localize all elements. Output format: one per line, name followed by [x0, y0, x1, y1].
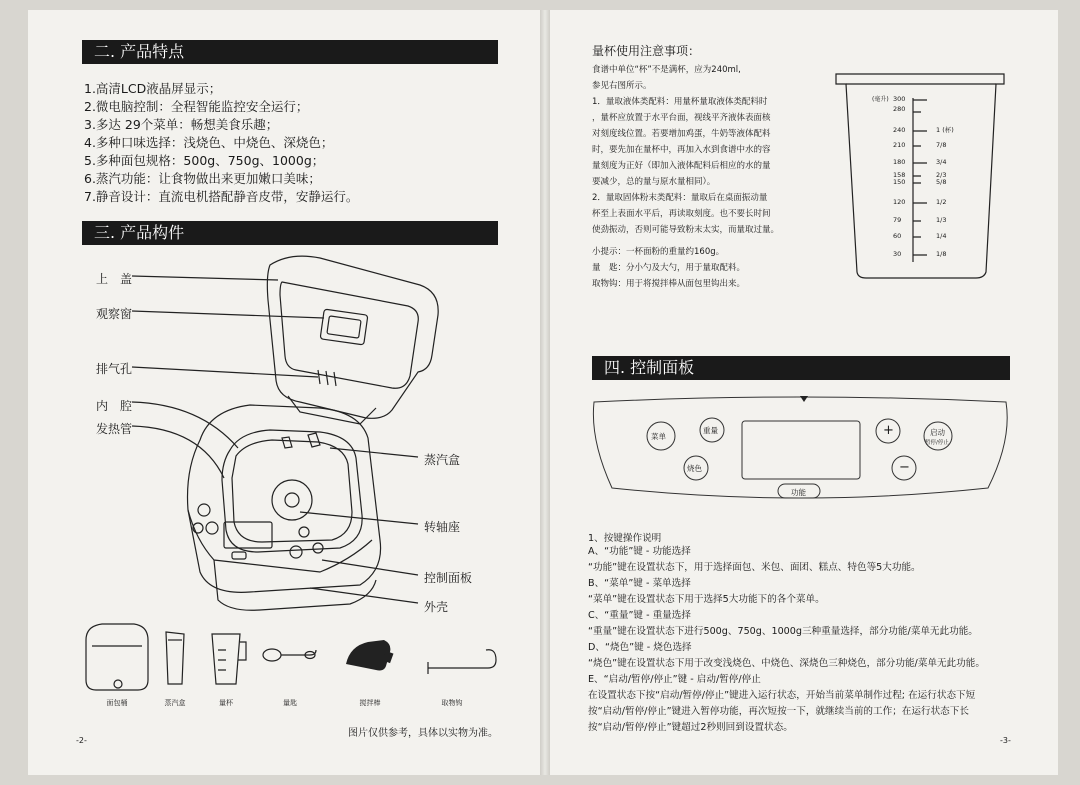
- cup-note-line: 食谱中单位“杯”不是满杯，应为240ml,: [592, 65, 741, 75]
- feature-item: 7.静音设计：直流电机搭配静音皮带，安静运行。: [84, 189, 359, 204]
- ops-line: “烧色”键在设置状态下用于改变浅烧色、中烧色、深烧色三种烧色，部分功能/菜单无此功能。: [588, 658, 985, 669]
- cup-note-line: 对刻度线位置。若要增加鸡蛋，牛奶等液体配料: [592, 129, 771, 139]
- accessory-label-measuring-spoon: 量匙: [283, 699, 297, 707]
- function-button[interactable]: 功能: [791, 488, 806, 497]
- feature-item: 2.微电脑控制：全程智能监控安全运行；: [84, 99, 309, 114]
- page-number-left: -2-: [76, 736, 87, 745]
- ops-line: B、“菜单”键 - 菜单选择: [588, 578, 691, 589]
- reference-note: 图片仅供参考，具体以实物为准。: [348, 728, 498, 739]
- tip-line: 小提示：一杯面粉的重量约160g。: [592, 247, 725, 257]
- weight-button[interactable]: 重量: [703, 426, 718, 435]
- accessory-label-hook: 取物钩: [441, 699, 463, 707]
- part-label-cavity: 内 腔: [96, 399, 133, 413]
- minus-button[interactable]: −: [899, 460, 910, 475]
- menu-button[interactable]: 菜单: [651, 432, 666, 441]
- tip-line: 量 匙：分小勺及大勺，用于量取配料。: [592, 263, 746, 273]
- part-label-steam-box: 蒸汽盒: [424, 453, 461, 467]
- tip-line: 取物钩：用于将搅拌棒从面包里钩出来。: [592, 279, 746, 289]
- ops-line: “菜单”键在设置状态下用于选择5大功能下的各个菜单。: [588, 594, 825, 605]
- cup-note-line: 1．量取液体类配料：用量杯量取液体类配料时: [592, 97, 768, 107]
- ops-line: D、“烧色”键 - 烧色选择: [588, 642, 692, 653]
- part-label-lid: 上 盖: [96, 272, 133, 286]
- ops-line: “功能”键在设置状态下，用于选择面包、米包、面团、糕点、特色等5大功能。: [588, 562, 921, 573]
- accessory-label-bread-pan: 面包桶: [106, 699, 128, 707]
- part-label-window: 观察窗: [96, 307, 133, 321]
- ops-line: 按“启动/暂停/停止”键进入暂停功能，再次短按一下，就继续当前的工作；在运行状态下长: [588, 706, 969, 717]
- part-label-heater: 发热管: [96, 422, 133, 436]
- accessory-label-steam-box: 蒸汽盒: [164, 699, 186, 707]
- color-button[interactable]: 烧色: [687, 464, 702, 473]
- cup-note-line: 使劲振动，否则可能导致粉末太实，而量取过量。: [592, 225, 780, 235]
- feature-item: 6.蒸汽功能：让食物做出来更加嫩口美味；: [84, 171, 321, 186]
- cup-note-line: 杯至上表面水平后，再读取刻度。也不要长时间: [592, 209, 771, 219]
- cup-note-line: ，量杯应放置于水平台面，视线平齐液体表面核: [592, 113, 771, 123]
- feature-item: 1.高清LCD液晶屏显示；: [84, 81, 222, 96]
- feature-item: 5.多种面包规格：500g、750g、1000g；: [84, 153, 325, 168]
- ops-line: E、“启动/暂停/停止”键 - 启动/暂停/停止: [588, 674, 761, 685]
- cup-unit: (毫升): [872, 96, 889, 103]
- accessory-label-kneading-paddle: 搅拌棒: [359, 699, 381, 707]
- cup-note-line: 参见右图所示。: [592, 81, 652, 91]
- ops-line: “重量”键在设置状态下进行500g、750g、1000g三种重量选择，部分功能/菜单无此功能。: [588, 626, 978, 637]
- feature-item: 3.多达 29个菜单：畅想美食乐趣；: [84, 117, 279, 132]
- ops-line: A、“功能”键 - 功能选择: [588, 546, 691, 557]
- section-title-control-panel: 四. 控制面板: [592, 356, 706, 380]
- cup-notes-title: 量杯使用注意事项：: [592, 44, 701, 58]
- ops-line: C、“重量”键 - 重量选择: [588, 610, 691, 621]
- plus-button[interactable]: +: [883, 423, 894, 438]
- ops-line: 在设置状态下按“启动/暂停/停止”键进入运行状态，开始当前菜单制作过程; 在运行状态下短: [588, 690, 976, 701]
- ops-list: [588, 544, 1008, 736]
- start-button-sub: 暂停/停止: [925, 440, 949, 446]
- feature-item: 4.多种口味选择：浅烧色、中烧色、深烧色；: [84, 135, 334, 150]
- part-label-control-panel: 控制面板: [424, 571, 473, 585]
- cup-note-line: 要减少，总的量与原水量相同）。: [592, 177, 716, 187]
- cup-note-line: 时，要先加在量杯中，再加入水到食谱中水的容: [592, 145, 771, 155]
- page-number-right: -3-: [1000, 736, 1011, 745]
- part-label-shell: 外壳: [424, 600, 449, 614]
- section-title-parts: 三. 产品构件: [82, 221, 196, 245]
- start-button[interactable]: 启动: [930, 428, 945, 437]
- ops-line: 按“启动/暂停/停止”键超过2秒则回到设置状态。: [588, 722, 793, 733]
- cup-note-line: 量刻度为正好（即加入液体配料后相应的水的量: [592, 161, 771, 171]
- cup-note-line: 2．量取固体粉末类配料：量取后在桌面振动量: [592, 193, 768, 203]
- part-label-shaft-seat: 转轴座: [424, 520, 461, 534]
- accessory-label-measuring-cup: 量杯: [219, 699, 233, 707]
- ops-title: 1、按键操作说明: [588, 533, 662, 544]
- part-label-vent: 排气孔: [96, 362, 133, 376]
- section-title-features: 二. 产品特点: [82, 40, 196, 64]
